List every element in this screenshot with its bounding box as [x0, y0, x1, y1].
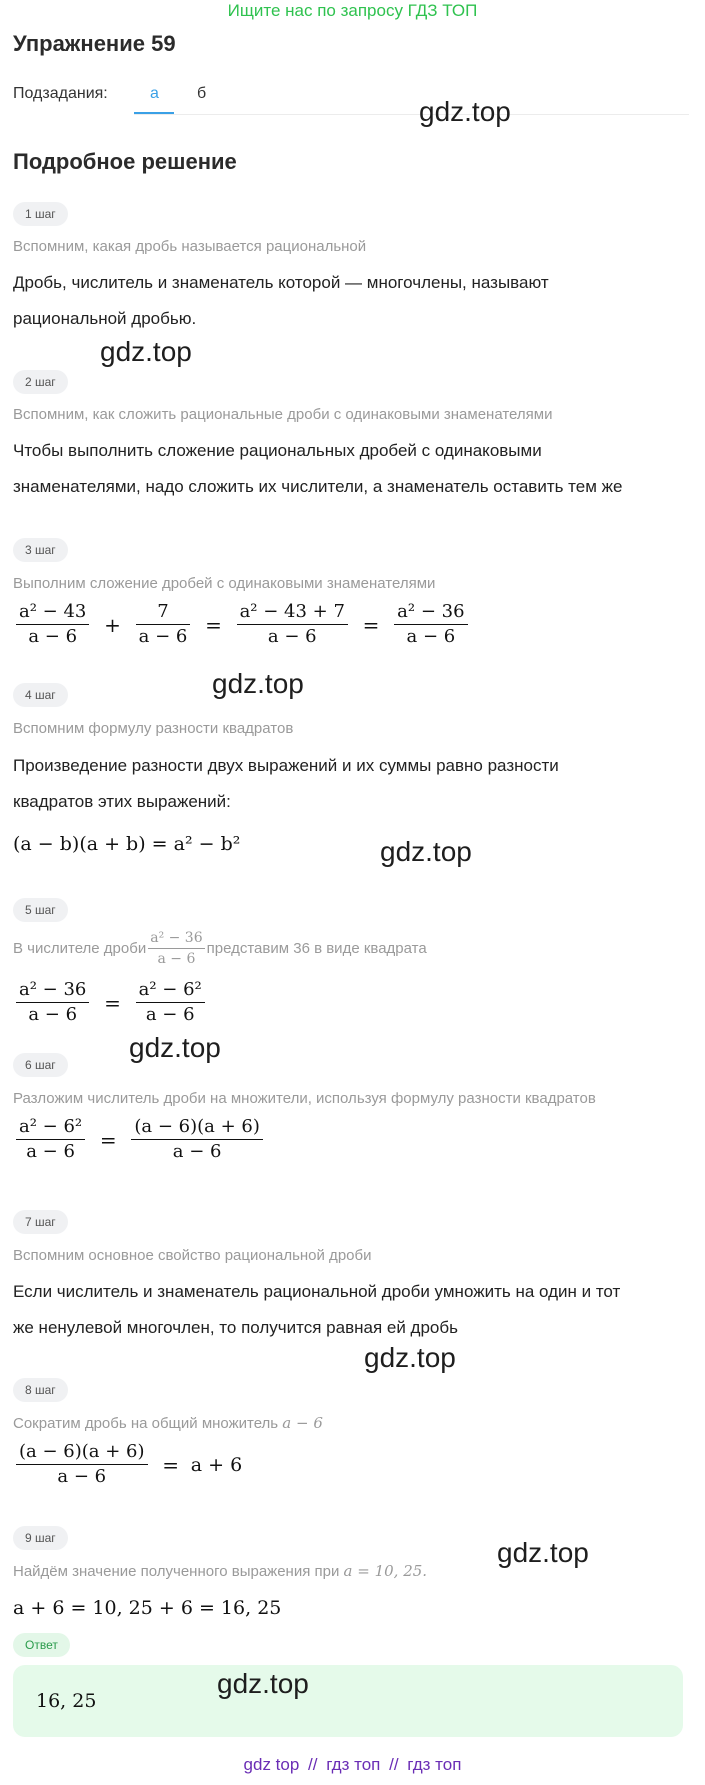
step-hint: [13, 1414, 323, 1432]
footer-link[interactable]: гдз топ: [326, 1755, 381, 1774]
footer-links: [0, 1755, 705, 1775]
hint-text: В числителе дроби: [13, 940, 147, 957]
step-badge: 4 шаг: [13, 683, 68, 707]
answer-badge: Ответ: [13, 1633, 70, 1657]
fraction: $\frac{\text{a² − 36}}{a - 6}$: [394, 600, 467, 649]
step-hint: Вспомним, как сложить рациональные дроби с одинаковыми знаменателями: [13, 406, 553, 423]
hint-text: Найдём значение полученного выражения при: [13, 1563, 340, 1580]
watermark: gdz.top: [364, 1342, 456, 1373]
step-badge: 9 шаг: [13, 1526, 68, 1550]
hint-fraction: $\frac{\text{a² − 36}}{a - 6}$: [150, 930, 203, 967]
step-formula: $\frac{\text{a² − 6²}}{a - 6}$ = $\frac{(a - 6)(a + 6)}{a - 6}$: [13, 1115, 266, 1164]
step-hint: Разложим числитель дроби на множители, используя формулу разности квадратов: [13, 1090, 596, 1107]
step-badge: 6 шаг: [13, 1053, 68, 1077]
footer-separator: //: [389, 1755, 399, 1774]
step-formula: $\frac{\text{a² − 36}}{a - 6}$ = $\frac{\text{a² − 6²}}{a - 6}$: [13, 978, 208, 1027]
footer-link[interactable]: gdz top: [243, 1755, 300, 1774]
step-formula: $\frac{\text{a² − 43}}{a - 6}$ + $\frac{7}{a - 6}$ = $\frac{\text{a² − 43 + 7}}{a - 6}$ = $\frac{\text{a² − 36}}{a - 6}$: [13, 600, 471, 649]
footer-separator: //: [308, 1755, 318, 1774]
step-text-line: Чтобы выполнить сложение рациональных дробей с одинаковыми: [13, 441, 542, 460]
step-badge: 2 шаг: [13, 370, 68, 394]
difference-of-squares-formula: (a − b)(a + b) = a² − b²: [13, 833, 241, 855]
fraction: $\frac{\text{a² − 43}}{a - 6}$: [16, 600, 89, 649]
watermark: gdz.top: [129, 1032, 221, 1063]
subtasks-label: Подзадания:: [13, 85, 108, 102]
section-title: Подробное решение: [13, 149, 237, 174]
step-text-line: Дробь, числитель и знаменатель которой — многочлены, называют: [13, 273, 549, 292]
fraction: $\frac{(a - 6)(a + 6)}{a - 6}$: [131, 1115, 263, 1164]
step-text-line: рациональной дробью.: [13, 309, 197, 328]
watermark: gdz.top: [100, 336, 192, 367]
tabs-divider: [134, 114, 689, 115]
final-calculation: a + 6 = 10, 25 + 6 = 16, 25: [13, 1597, 282, 1619]
step-text: [13, 265, 693, 337]
step-text-line: знаменателями, надо сложить их числители, а знаменатель оставить тем же: [13, 477, 623, 496]
active-tab-indicator: [134, 112, 174, 114]
step-formula: $\frac{(a - 6)(a + 6)}{a - 6}$ = a + 6: [13, 1440, 242, 1489]
fraction: $\frac{\text{a² − 6²}}{a - 6}$: [136, 978, 205, 1027]
step-text-line: квадратов этих выражений:: [13, 792, 231, 811]
hint-text: представим 36 в виде квадрата: [206, 940, 427, 957]
step-text-line: Произведение разности двух выражений и их суммы равно разности: [13, 756, 559, 775]
hint-expression: a − 6: [282, 1414, 323, 1432]
page-title: Упражнение 59: [13, 31, 176, 56]
step-badge: 1 шаг: [13, 202, 68, 226]
fraction: $\frac{\text{a² − 6²}}{a - 6}$: [16, 1115, 85, 1164]
step-badge: 7 шаг: [13, 1210, 68, 1234]
footer-link[interactable]: гдз топ: [407, 1755, 462, 1774]
answer-box: [13, 1665, 683, 1737]
step-hint: Выполним сложение дробей с одинаковыми знаменателями: [13, 575, 436, 592]
fraction: $\frac{\text{a² − 43 + 7}}{a - 6}$: [237, 600, 348, 649]
answer-value: 16, 25: [36, 1690, 97, 1712]
step-hint: Вспомним формулу разности квадратов: [13, 720, 294, 737]
watermark: gdz.top: [497, 1537, 589, 1568]
fraction: $\frac{7}{a - 6}$: [136, 600, 191, 649]
step-text-line: Если числитель и знаменатель рациональной дроби умножить на один и тот: [13, 1282, 621, 1301]
step-badge: 3 шаг: [13, 538, 68, 562]
watermark: gdz.top: [419, 96, 511, 127]
step-hint: Вспомним основное свойство рациональной дроби: [13, 1247, 372, 1264]
tab-b[interactable]: б: [197, 85, 207, 102]
step-text: [13, 1274, 693, 1346]
formula-rhs: a + 6: [190, 1453, 243, 1476]
step-text-line: же ненулевой многочлен, то получится равная ей дробь: [13, 1318, 458, 1337]
step-badge: 8 шаг: [13, 1378, 68, 1402]
hint-expression: a = 10, 25.: [343, 1562, 428, 1580]
fraction: $\frac{(a - 6)(a + 6)}{a - 6}$: [16, 1440, 148, 1489]
step-text: [13, 433, 693, 505]
tab-a[interactable]: а: [150, 85, 159, 102]
fraction: $\frac{\text{a² − 36}}{a - 6}$: [16, 978, 89, 1027]
hint-text: Сократим дробь на общий множитель: [13, 1415, 279, 1432]
watermark: gdz.top: [212, 668, 304, 699]
search-banner[interactable]: Ищите нас по запросу ГДЗ ТОП: [227, 1, 478, 20]
step-text: [13, 748, 693, 820]
step-hint: [13, 928, 427, 969]
watermark: gdz.top: [380, 836, 472, 867]
step-badge: 5 шаг: [13, 898, 68, 922]
watermark: gdz.top: [217, 1668, 309, 1699]
step-hint: [13, 1562, 427, 1580]
step-hint: Вспомним, какая дробь называется рациональной: [13, 238, 367, 255]
